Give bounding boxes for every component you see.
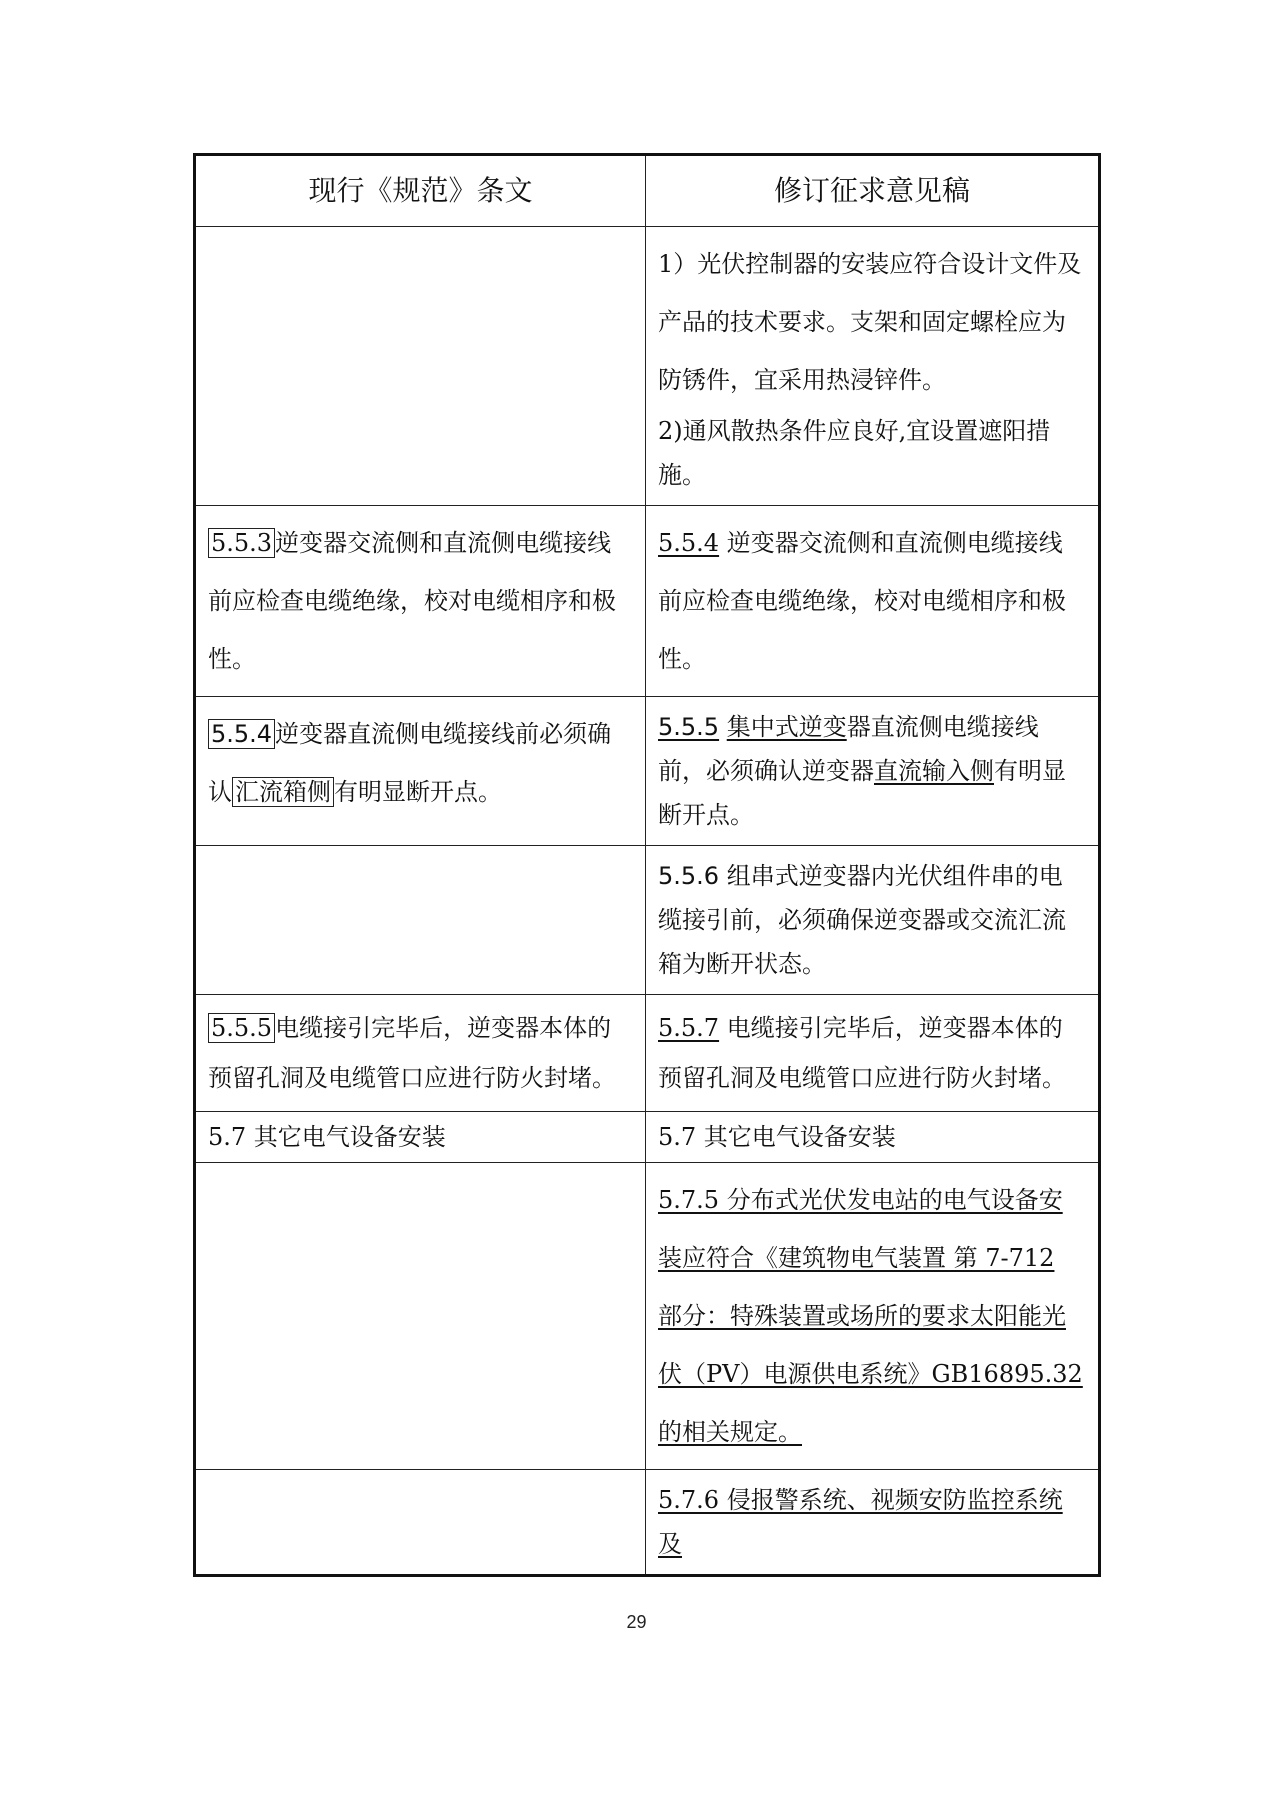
- header-revision-draft: 修订征求意见稿: [646, 155, 1100, 227]
- clause-text: 逆变器交流侧和直流侧电缆接线前应检查电缆绝缘，校对电缆相序和极性。: [208, 529, 616, 673]
- cell-right: [646, 506, 1100, 697]
- clause-text-underlined: 5.7.6 侵报警系统、视频安防监控系统及: [658, 1486, 1063, 1558]
- cell-left-empty: [195, 227, 646, 506]
- clause-number-underlined: 5.5.7: [658, 1014, 720, 1042]
- boxed-term: 汇流箱侧: [232, 777, 334, 807]
- cell-left: [195, 697, 646, 846]
- table-row: [195, 1470, 1100, 1576]
- table-row: [195, 227, 1100, 506]
- clause-text: 器直流侧电缆接线前，必须确认逆变器: [658, 713, 1039, 785]
- table-row: [195, 697, 1100, 846]
- clause-text-end: 有明显断开点。: [334, 778, 502, 806]
- cell-right: [646, 1163, 1100, 1470]
- cell-left-empty: [195, 1163, 646, 1470]
- table-row: [195, 846, 1100, 995]
- clause-text: 组串式逆变器内光伏组件串的电缆接引前，必须确保逆变器或交流汇流箱为断开状态。: [658, 862, 1066, 978]
- underlined-term: 集中式逆变: [726, 713, 847, 741]
- clause-text: 逆变器交流侧和直流侧电缆接线前应检查电缆绝缘，校对电缆相序和极性。: [658, 529, 1066, 673]
- header-current-clause: 现行《规范》条文: [195, 155, 646, 227]
- section-title-right: 5.7 其它电气设备安装: [646, 1112, 1100, 1163]
- clause-number-boxed: 5.5.4: [208, 719, 275, 749]
- cell-right: [646, 846, 1100, 995]
- cell-right: [646, 227, 1100, 506]
- page-number: 29: [626, 1612, 647, 1632]
- clause-number-boxed: 5.5.5: [208, 1013, 275, 1043]
- clause-text-end: 有明显断开点。: [658, 757, 1066, 829]
- section-title-left: 5.7 其它电气设备安装: [195, 1112, 646, 1163]
- clause-number: 5.5.6: [658, 862, 720, 890]
- comparison-table: [193, 153, 1101, 1577]
- clause-number-boxed: 5.5.3: [208, 528, 275, 558]
- clause-text: 逆变器直流侧电缆接线前必须确认: [208, 720, 612, 806]
- ventilation-text: 2)通风散热条件应良好,宜设置遮阳措施。: [658, 417, 1051, 489]
- table-row: [195, 995, 1100, 1112]
- cell-left: [195, 506, 646, 697]
- cell-right: [646, 1470, 1100, 1576]
- table-row: [195, 1163, 1100, 1470]
- cell-left-empty: [195, 846, 646, 995]
- controller-install-text: 1）光伏控制器的安装应符合设计文件及产品的技术要求。支架和固定螺栓应为防锈件，宜采用热浸锌件。: [658, 250, 1082, 394]
- table-row: [195, 506, 1100, 697]
- clause-text: 电缆接引完毕后，逆变器本体的预留孔洞及电缆管口应进行防火封堵。: [658, 1014, 1066, 1092]
- underlined-term: 直流输入侧: [874, 757, 994, 785]
- cell-right: [646, 995, 1100, 1112]
- table-row: [195, 1112, 1100, 1163]
- cell-left: [195, 995, 646, 1112]
- cell-right: [646, 697, 1100, 846]
- clause-text: 电缆接引完毕后，逆变器本体的预留孔洞及电缆管口应进行防火封堵。: [208, 1014, 616, 1092]
- clause-number-underlined: 5.5.4: [658, 529, 720, 557]
- clause-text-underlined: 5.7.5 分布式光伏发电站的电气设备安装应符合《建筑物电气装置 第 7-712 部分：特殊装置或场所的要求太阳能光伏（PV）电源供电系统》GB16895.32 的相关规定。: [658, 1186, 1083, 1446]
- clause-number-underlined: 5.5.5: [658, 713, 720, 741]
- table-header-row: [195, 155, 1100, 227]
- cell-left-empty: [195, 1470, 646, 1576]
